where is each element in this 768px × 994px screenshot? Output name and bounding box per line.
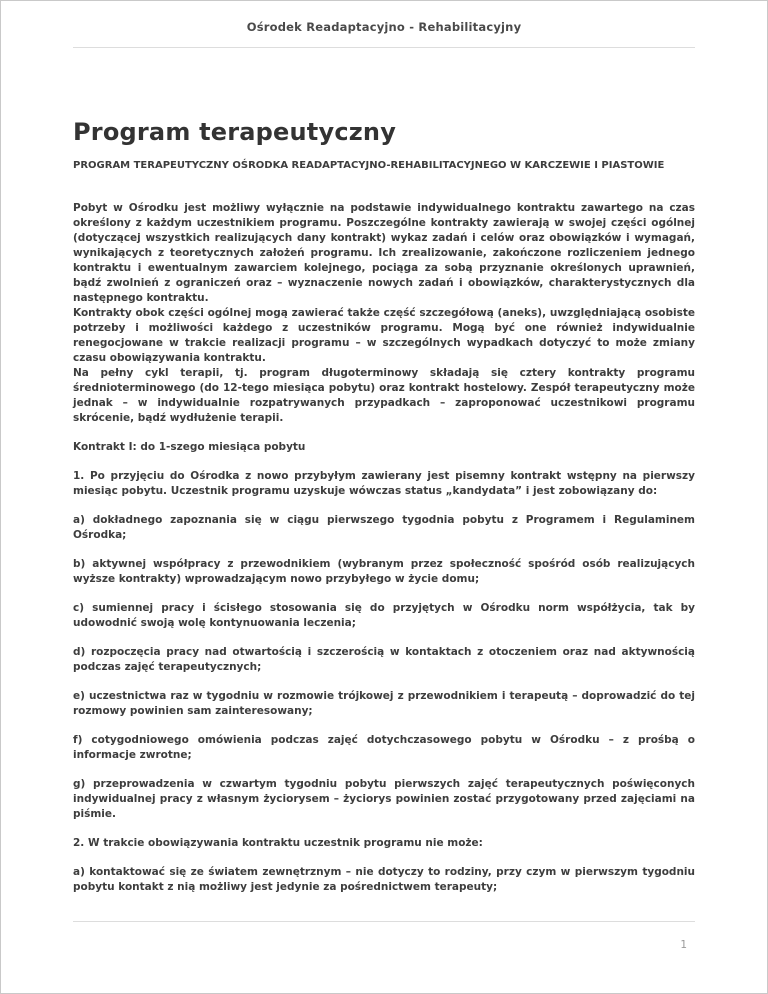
body-paragraph: g) przeprowadzenia w czwartym tygodniu pobytu pierwszych zajęć terapeutycznych poświęconych indywidualnej pracy z własnym życiorysem – życiorys powinien zostać przygotowany przed zajęciami na piśmie. — [73, 778, 695, 820]
intro-paragraph: Pobyt w Ośrodku jest możliwy wyłącznie na podstawie indywidualnego kontraktu zawartego na czas określony z każdym uczestnikiem programu. Poszczególne kontrakty zawierają w swojej części ogólnej (dotyczącej wszystkich realizujących dany kontrakt) wykaz zadań i celów oraz obowiązków i wymagań, wynikających z teoretycznych założeń programu. Ich zrealizowanie, zakończone rozliczeniem jednego kontraktu i ewentualnym zawarciem kolejnego, pociąga za sobą przyznanie określonych uprawnień, bądź zwolnień z ograniczeń oraz – wyznaczenie nowych zadań i obowiązków, charakterystycznych dla następnego kontraktu. — [73, 202, 695, 304]
footer-divider — [73, 921, 695, 922]
header-divider — [73, 47, 695, 48]
site-header-title: Ośrodek Readaptacyjno - Rehabilitacyjny — [246, 20, 522, 34]
body-paragraph: a) dokładnego zapoznania się w ciągu pierwszego tygodnia pobytu z Programem i Regulaminem Ośrodka; — [73, 514, 695, 541]
body-paragraph: 1. Po przyjęciu do Ośrodka z nowo przybyłym zawierany jest pisemny kontrakt wstępny na pierwszy miesiąc pobytu. Uczestnik programu uzyskuje wówczas status „kandydata” i jest zobowiązany do: — [73, 470, 695, 497]
site-header — [1, 1, 767, 34]
page-number: 1 — [680, 939, 687, 951]
body-paragraph: f) cotygodniowego omówienia podczas zajęć dotychczasowego pobytu w Ośrodku – z prośbą o informacje zwrotne; — [73, 734, 695, 761]
section-heading: Kontrakt I: do 1-szego miesiąca pobytu — [73, 441, 306, 453]
intro-block — [73, 201, 695, 426]
intro-paragraph: Na pełny cykl terapii, tj. program długoterminowy składają się cztery kontrakty programu średnioterminowego (do 12-tego miesiąca pobytu) oraz kontrakt hostelowy. Zespół terapeutyczny może jednak – w indywidualnie rozpatrywanych przypadkach – zaproponować uczestnikowi programu skrócenie, bądź wydłużenie terapii. — [73, 367, 695, 424]
body-paragraph: a) kontaktować się ze światem zewnętrznym – nie dotyczy to rodziny, przy czym w pierwszym tygodniu pobytu kontakt z nią możliwy jest jedynie za pośrednictwem terapeuty; — [73, 866, 695, 893]
document-content — [1, 118, 767, 895]
body-paragraph: e) uczestnictwa raz w tygodniu w rozmowie trójkowej z przewodnikiem i terapeutą – doprowadzić do tej rozmowy powinien sam zainteresowany; — [73, 690, 695, 717]
page-title: Program terapeutyczny — [73, 118, 397, 146]
document-subtitle: PROGRAM TERAPEUTYCZNY OŚRODKA READAPTACYJNO-REHABILITACYJNEGO W KARCZEWIE I PIASTOWIE — [73, 160, 665, 171]
body-paragraph: d) rozpoczęcia pracy nad otwartością i szczerością w kontaktach z otoczeniem oraz nad aktywnością podczas zajęć terapeutycznych; — [73, 646, 695, 673]
body-paragraph: c) sumiennej pracy i ścisłego stosowania się do przyjętych w Ośrodku norm współżycia, tak by udowodnić swoją wolę kontynuowania leczenia; — [73, 602, 695, 629]
intro-paragraph: Kontrakty obok części ogólnej mogą zawierać także część szczegółową (aneks), uwzględniającą osobiste potrzeby i możliwości każdego z uczestników programu. Mogą być one również indywidualnie renegocjowane w trakcie realizacji programu – w szczególnych wypadkach dotyczyć to może zmiany czasu obowiązywania kontraktu. — [73, 307, 695, 364]
body-paragraph: 2. W trakcie obowiązywania kontraktu uczestnik programu nie może: — [73, 837, 483, 849]
body-paragraph: b) aktywnej współpracy z przewodnikiem (wybranym przez społeczność spośród osób realizujących wyższe kontrakty) wprowadzającym nowo przybyłego w życie domu; — [73, 558, 695, 585]
